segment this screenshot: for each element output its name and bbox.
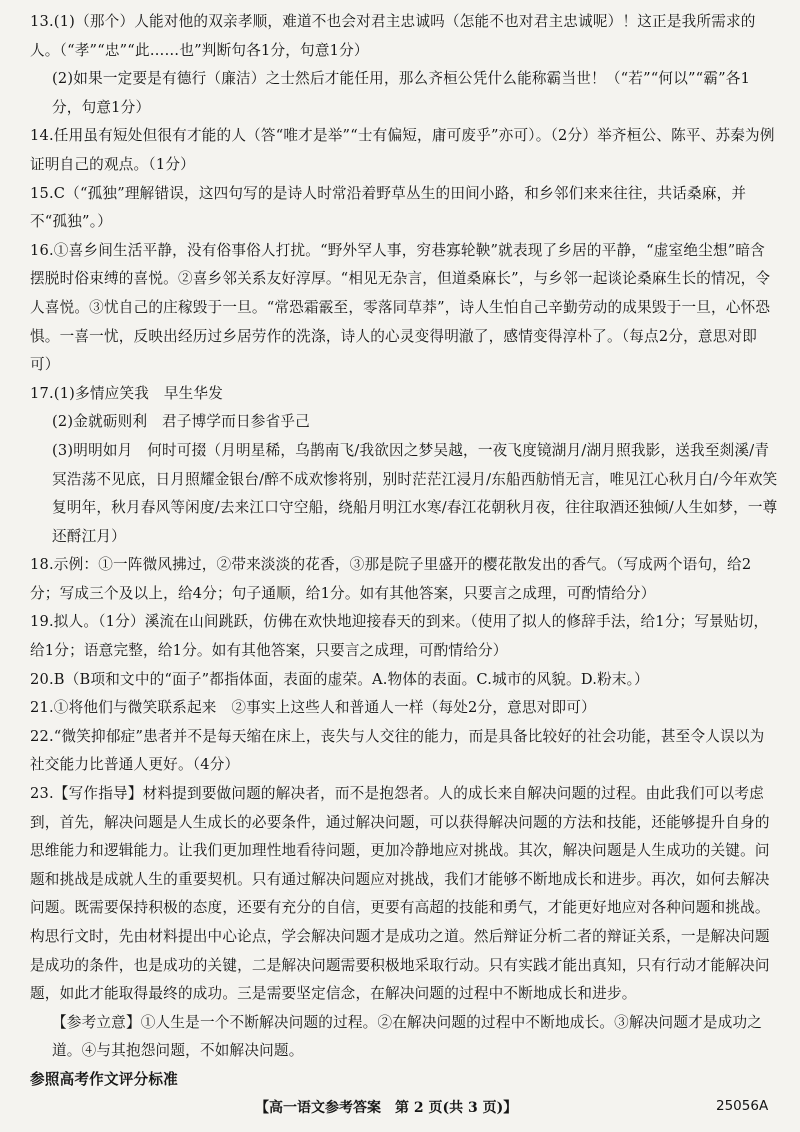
answer-21: 21.①将他们与微笑联系起来 ②事实上这些人和普通人一样（每处2分，意思对即可） [30,699,596,717]
answer-17-part1: 17.(1)多情应笑我 早生华发 [30,384,224,402]
section-heading: 参照高考作文评分标准 [30,1070,178,1088]
footer-doc-code: 25056A [716,1098,769,1114]
answer-content [30,8,778,1095]
page-footer [0,1097,800,1123]
answer-16: 16.①喜乡间生活平静，没有俗事俗人打扰。“野外罕人事，穷巷寡轮鞅”就表现了乡居的平静，“虚室绝尘想”暗含摆脱时俗束缚的喜悦。②喜乡邻关系友好淳厚。“相见无杂言，但道桑麻长”，与乡邻一起谈论桑麻生长的情况，令人喜悦。③忧自己的庄稼毁于一旦。“常恐霜霰至，零落同草莽”，诗人生怕自己辛勤劳动的成果毁于一旦，心怀恐惧。一喜一忧，反映出经历过乡居劳作的洗涤，诗人的心灵变得明澈了，感情变得淳朴了。（每点2分，意思对即可） [30,241,771,374]
answer-18: 18.示例：①一阵微风拂过，②带来淡淡的花香，③那是院子里盛开的樱花散发出的香气。（写成两个语句，给2分；写成三个及以上，给4分；句子通顺，给1分。如有其他答案，只要言之成理，可酌情给分） [30,556,752,602]
answer-17-part2: (2)金就砺则利 君子博学而日参省乎己 [52,413,310,431]
answer-22: 22.“微笑抑郁症”患者并不是每天缩在床上，丧失与人交往的能力，而是具备比较好的社会功能，甚至令人误以为社交能力比普通人更好。（4分） [30,727,765,774]
answer-14: 14.任用虽有短处但很有才能的人（答“唯才是举”“士有偏短，庸可废乎”亦可）。（2分）举齐桓公、陈平、苏秦为例证明自己的观点。（1分） [30,127,775,173]
footer-page-info: 【高一语文参考答案 第 2 页(共 3 页)】 [255,1100,518,1116]
answer-20: 20.B（B项和文中的“面子”都指体面，表面的虚荣。A.物体的表面。C.城市的风貌。D.粉末。） [30,670,649,688]
answer-17-part3: (3)明明如月 何时可掇（月明星稀，乌鹊南飞/我欲因之梦吴越，一夜飞度镜湖月/湖月照我影，送我至剡溪/青冥浩荡不见底，日月照耀金银台/醉不成欢惨将别，别时茫茫江浸月/东船西舫悄无言，唯见江心秋月白/今年欢笑复明年，秋月春风等闲度/去来江口守空船，绕船月明江水寒/春江花朝秋月夜，往往取酒还独倾/人生如梦，一尊还酹江月） [52,441,778,545]
answer-13-part1: 13.(1)（那个）人能对他的双亲孝顺，难道不也会对君主忠诚吗（怎能不也对君主忠诚呢）！这正是我所需求的人。（“孝”“忠”“此……也”判断句各1分，句意1分） [30,13,756,59]
answer-13-part2: (2)如果一定要是有德行（廉洁）之士然后才能任用，那么齐桓公凭什么能称霸当世！（“若”“何以”“霸”各1分，句意1分） [52,70,751,116]
answer-23-writing-guide: 23.【写作指导】材料提到要做问题的解决者，而不是抱怨者。人的成长来自解决问题的过程。由此我们可以考虑到，首先，解决问题是人生成长的必要条件，通过解决问题，可以获得解决问题的方法和技能，还能够提升自身的思维能力和逻辑能力。让我们更加理性地看待问题，更加冷静地应对挑战。其次，解决问题是人生成功的关键。问题和挑战是成就人生的重要契机。只有通过解决问题应对挑战，我们才能够不断地成长和进步。再次，如何去解决问题。既需要保持积极的态度，还要有充分的自信，更要有高超的技能和勇气，才能更好地应对各种问题和挑战。构思行文时，先由材料提出中心论点，学会解决问题才是成功之道。然后辩证分析二者的辩证关系，一是解决问题是成功的条件，也是成功的关键，二是解决问题需要积极地采取行动。只有实践才能出真知，只有行动才能解决问题，如此才能取得最终的成功。三是需要坚定信念，在解决问题的过程中不断地成长和进步。 [30,785,770,1003]
answer-23-reference-themes: 【参考立意】①人生是一个不断解决问题的过程。②在解决问题的过程中不断地成长。③解决问题才是成功之道。④与其抱怨问题，不如解决问题。 [52,1013,763,1060]
answer-15: 15.C（“孤独”理解错误，这四句写的是诗人时常沿着野草丛生的田间小路，和乡邻们来来往往，共话桑麻，并不“孤独”。） [30,184,747,231]
answer-19: 19.拟人。（1分）溪流在山间跳跃，仿佛在欢快地迎接春天的到来。（使用了拟人的修辞手法，给1分；写景贴切，给1分；语意完整，给1分。如有其他答案，只要言之成理，可酌情给分） [30,613,769,660]
